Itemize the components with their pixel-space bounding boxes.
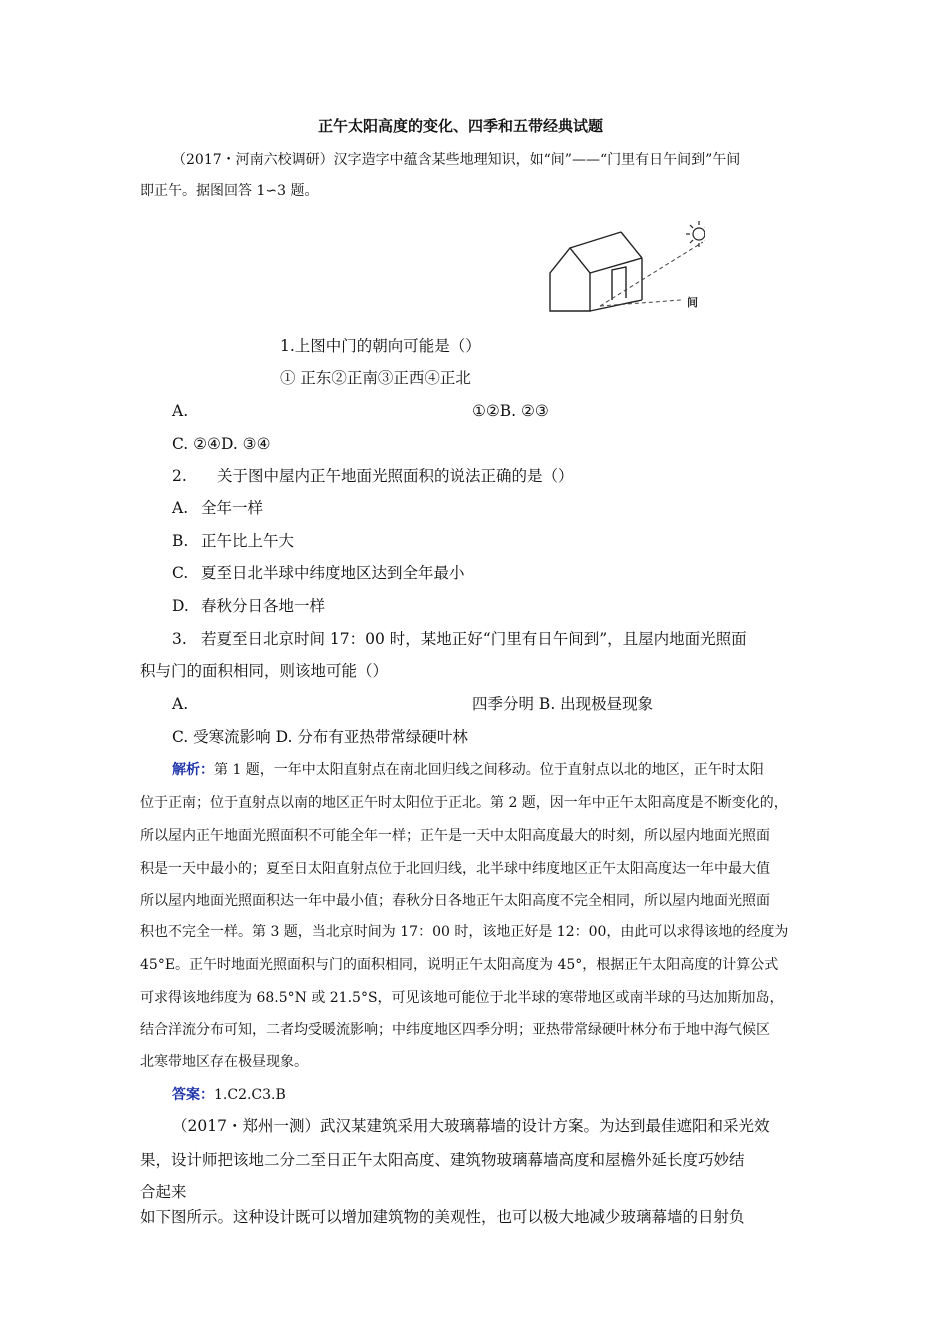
q1-a-rest: ①②B. ②③: [472, 402, 549, 420]
q2-num: 2.: [172, 467, 187, 485]
page-title: 正午太阳高度的变化、四季和五带经典试题: [318, 117, 604, 135]
analysis-first: 第 1 题，一年中太阳直射点在南北回归线之间移动。位于直射点以北的地区，正午时太阳: [214, 762, 764, 778]
house-sun-figure: [545, 218, 705, 318]
analysis-line: 所以屋内地面光照面积达一年中最小值；春秋分日各地正午太阳高度不完全相同，所以屋内地面光照面: [140, 893, 770, 909]
analysis-label: 解析：: [172, 762, 214, 778]
figure-label: 间: [687, 296, 698, 309]
q2-option-a: 全年一样: [201, 499, 264, 517]
answer-line: [172, 1085, 286, 1105]
q2-option-a-label: A.: [172, 499, 189, 517]
passage2-line-4: 如下图所示。这种设计既可以增加建筑物的美观性，也可以极大地减少玻璃幕墙的日射负: [140, 1208, 745, 1226]
passage2-line-2: 果，设计师把该地二分二至日正午太阳高度、建筑物玻璃幕墙高度和屋檐外延长度巧妙结: [140, 1151, 745, 1169]
q3-stem-1: 若夏至日北京时间 17：00 时，某地正好“门里有日午间到”，且屋内地面光照面: [201, 630, 747, 648]
passage2-line-3: 合起来: [140, 1183, 187, 1201]
analysis-line: 45°E。正午时地面光照面积与门的面积相同，说明正午太阳高度为 45°，根据正午太阳高度的计算公式: [140, 957, 779, 973]
answer-label: 答案：: [172, 1087, 214, 1103]
q2-option-d: 春秋分日各地一样: [201, 597, 326, 615]
roof-eave: [590, 258, 642, 273]
q1-options: ① 正东②正南③正西④正北: [280, 369, 471, 387]
analysis-line: 可求得该地纬度为 68.5°N 或 21.5°S，可见该地可能位于北半球的寒带地区或南半球的马达加斯加岛，: [140, 990, 784, 1006]
roof-end: [621, 232, 642, 258]
analysis-first-line: [172, 760, 764, 780]
wall-bottom: [590, 300, 642, 311]
analysis-line: 所以屋内正午地面光照面积不可能全年一样；正午是一天中太阳高度最大的时刻，所以屋内地面光照面: [140, 828, 770, 844]
q2-option-d-label: D.: [172, 597, 189, 615]
q2-option-c: 夏至日北半球中纬度地区达到全年最小: [201, 564, 465, 582]
passage2-line-1: （2017・郑州一测）武汉某建筑采用大玻璃幕墙的设计方案。为达到最佳遮阳和采光效: [172, 1117, 770, 1135]
roof-ridge: [570, 232, 621, 248]
q3-a-label: A.: [172, 695, 189, 713]
q2-option-b: 正午比上午大: [201, 532, 295, 550]
door: [612, 267, 626, 300]
analysis-line: 位于正南；位于直射点以南的地区正午时太阳位于正北。第 2 题，因一年中正午太阳高度是不断变化的，: [140, 795, 788, 811]
q2-option-b-label: B.: [172, 532, 189, 550]
q1-a-label: A.: [172, 402, 189, 420]
q3-num: 3.: [172, 630, 187, 648]
intro-line-1: （2017・河南六校调研）汉字造字中蕴含某些地理知识，如“间”——“门里有日午间到”午间: [172, 152, 741, 168]
analysis-line: 北寒带地区存在极昼现象。: [140, 1054, 308, 1070]
q3-stem-2: 积与门的面积相同，则该地可能（）: [140, 662, 389, 680]
q2-stem: 关于图中屋内正午地面光照面积的说法正确的是（）: [217, 467, 574, 485]
analysis-line: 结合洋流分布可知，二者均受暖流影响；中纬度地区四季分明；亚热带常绿硬叶林分布于地中海气候区: [140, 1022, 770, 1038]
q1-stem: 1.上图中门的朝向可能是（）: [280, 337, 481, 355]
house-gable: [550, 248, 590, 311]
q3-cd: C. 受寒流影响 D. 分布有亚热带常绿硬叶林: [172, 728, 468, 746]
q2-option-c-label: C.: [172, 564, 189, 582]
analysis-line: 积也不完全一样。第 3 题，当北京时间为 17：00 时，该地正好是 12：00，由此可以求得该地的经度为: [140, 924, 789, 940]
q3-a-rest: 四季分明 B. 出现极昼现象: [472, 695, 654, 713]
q1-cd: C. ②④D. ③④: [172, 435, 271, 453]
analysis-line: 积是一天中最小的；夏至日太阳直射点位于北回归线，北半球中纬度地区正午太阳高度达一年中最大值: [140, 861, 770, 877]
answer-text: 1.C2.C3.B: [214, 1087, 286, 1103]
intro-line-2: 即正午。据图回答 1∽3 题。: [140, 183, 319, 199]
